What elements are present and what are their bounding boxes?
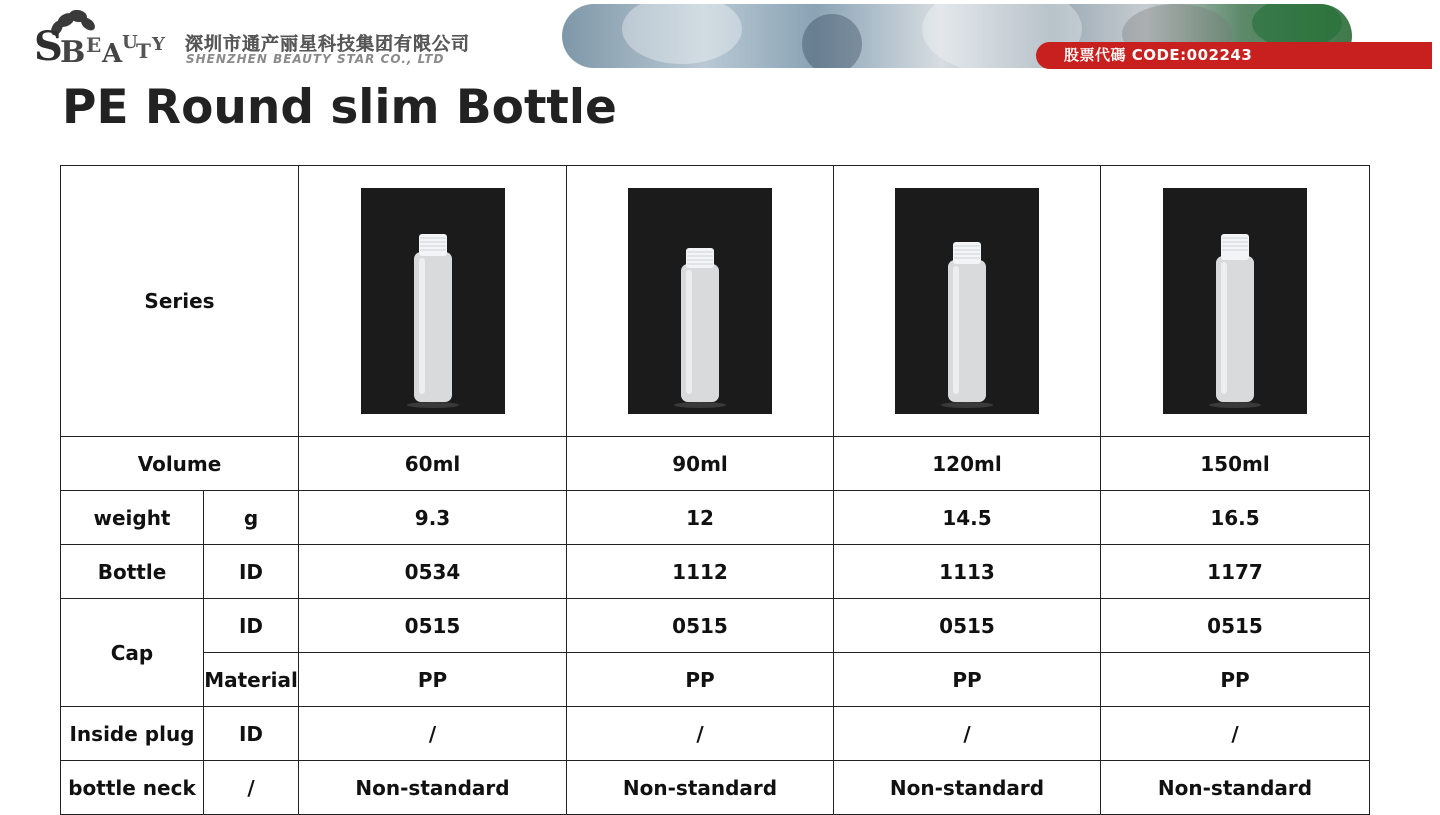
weight-cell: 12: [567, 491, 834, 545]
volume-cell: 90ml: [567, 437, 834, 491]
weight-row: [61, 491, 1370, 545]
product-image-cell: [299, 166, 567, 437]
row-label-weight: weight: [61, 491, 204, 545]
svg-text:U: U: [122, 32, 138, 53]
neck-cell: Non-standard: [834, 761, 1101, 815]
bottle-id-cell: 1112: [567, 545, 834, 599]
series-row: [61, 166, 1370, 437]
cap-id-cell: 0515: [567, 599, 834, 653]
svg-text:E: E: [86, 33, 102, 57]
row-label-bottle: Bottle: [61, 545, 204, 599]
bottle-id-cell: 0534: [299, 545, 567, 599]
row-label-volume: Volume: [61, 437, 299, 491]
svg-text:A: A: [102, 39, 123, 69]
plug-id-cell: /: [1101, 707, 1370, 761]
stock-code-band: 股票代碼 CODE:002243: [1036, 42, 1432, 69]
row-label-cap: Cap: [61, 599, 204, 707]
row-unit-weight: g: [204, 491, 299, 545]
svg-text:S: S: [34, 23, 63, 70]
product-image-cell: [567, 166, 834, 437]
plug-id-cell: /: [567, 707, 834, 761]
cap-material-cell: PP: [299, 653, 567, 707]
row-unit-bottle-id: ID: [204, 545, 299, 599]
cap-id-cell: 0515: [834, 599, 1101, 653]
svg-text:B: B: [60, 35, 86, 70]
volume-row: [61, 437, 1370, 491]
bottle-neck-row: [61, 761, 1370, 815]
cap-material-cell: PP: [567, 653, 834, 707]
weight-cell: 9.3: [299, 491, 567, 545]
bottle-photo: [361, 188, 505, 414]
row-unit-bottle-neck: /: [204, 761, 299, 815]
row-label-bottle-neck: bottle neck: [61, 761, 204, 815]
cap-id-cell: 0515: [1101, 599, 1370, 653]
neck-cell: Non-standard: [299, 761, 567, 815]
weight-cell: 14.5: [834, 491, 1101, 545]
cap-material-cell: PP: [834, 653, 1101, 707]
cap-material-row: [61, 653, 1370, 707]
cap-id-row: [61, 599, 1370, 653]
row-unit-cap-material: Material: [204, 653, 299, 707]
bottle-id-cell: 1113: [834, 545, 1101, 599]
row-label-inside-plug: Inside plug: [61, 707, 204, 761]
row-unit-cap-id: ID: [204, 599, 299, 653]
volume-cell: 150ml: [1101, 437, 1370, 491]
svg-text:T: T: [136, 39, 151, 63]
product-image-cell: [1101, 166, 1370, 437]
volume-cell: 60ml: [299, 437, 567, 491]
bottle-photo: [1163, 188, 1307, 414]
page-title: PE Round slim Bottle: [62, 80, 617, 135]
bottle-photo: [628, 188, 772, 414]
inside-plug-row: [61, 707, 1370, 761]
bottle-photo: [895, 188, 1039, 414]
bottle-row: [61, 545, 1370, 599]
company-name-cn: 深圳市通产丽星科技集团有限公司: [185, 34, 470, 55]
cap-id-cell: 0515: [299, 599, 567, 653]
spec-table: [60, 165, 1370, 815]
row-unit-inside-plug-id: ID: [204, 707, 299, 761]
company-name-en: SHENZHEN BEAUTY STAR CO., LTD: [186, 52, 445, 66]
plug-id-cell: /: [299, 707, 567, 761]
bottle-id-cell: 1177: [1101, 545, 1370, 599]
cap-material-cell: PP: [1101, 653, 1370, 707]
plug-id-cell: /: [834, 707, 1101, 761]
weight-cell: 16.5: [1101, 491, 1370, 545]
neck-cell: Non-standard: [1101, 761, 1370, 815]
company-logo: [30, 6, 180, 70]
product-image-cell: [834, 166, 1101, 437]
series-label: Series: [61, 166, 299, 437]
svg-text:Y: Y: [152, 34, 165, 55]
volume-cell: 120ml: [834, 437, 1101, 491]
neck-cell: Non-standard: [567, 761, 834, 815]
